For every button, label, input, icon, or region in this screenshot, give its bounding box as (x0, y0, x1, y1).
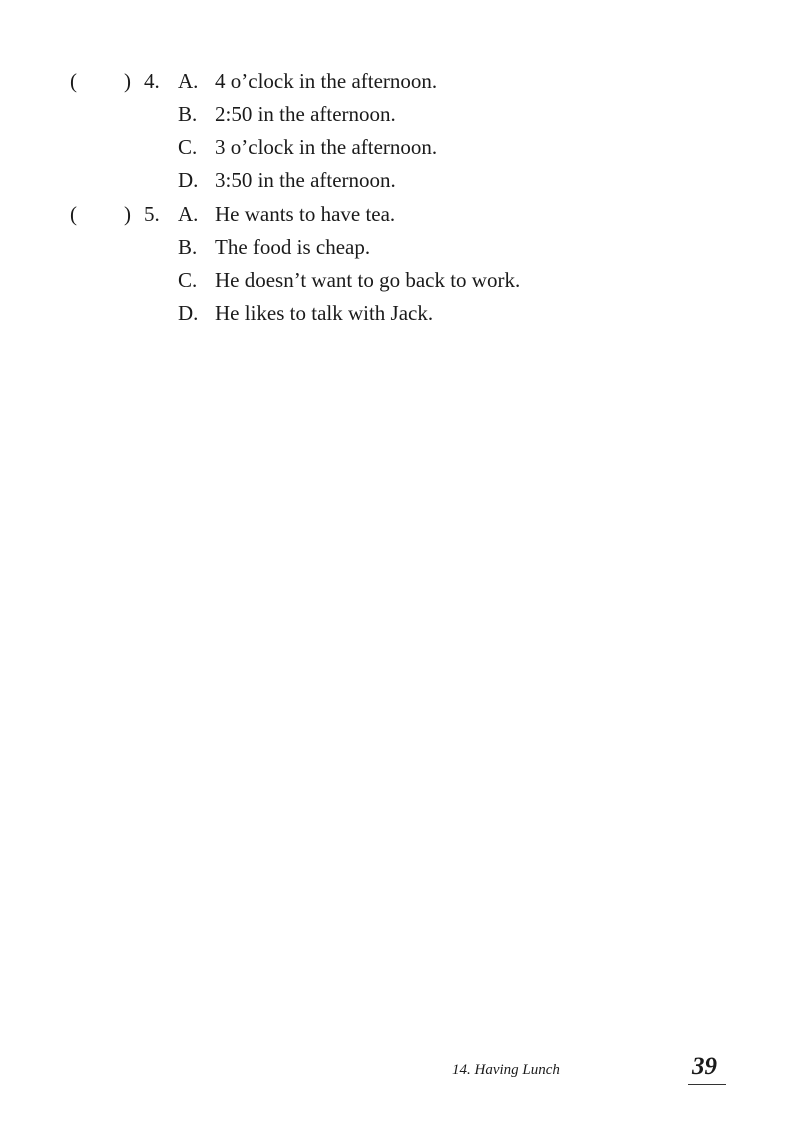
option-letter: A. (178, 69, 199, 93)
option-text: 3 o’clock in the afternoon. (215, 135, 438, 159)
question-number: 4. (144, 69, 160, 93)
question-5 (0, 198, 800, 330)
option-row (0, 65, 800, 98)
answer-paren-close: ) (124, 202, 131, 226)
option-text: He wants to have tea. (215, 202, 396, 226)
answer-paren-open: ( (70, 202, 77, 226)
answer-paren-open: ( (70, 69, 77, 93)
option-text: He doesn’t want to go back to work. (215, 268, 521, 292)
option-row (0, 131, 800, 164)
answer-paren-close: ) (124, 69, 131, 93)
option-text: The food is cheap. (215, 235, 371, 259)
option-text: He likes to talk with Jack. (215, 301, 434, 325)
option-row (0, 231, 800, 264)
option-text: 2:50 in the afternoon. (215, 102, 396, 126)
option-text: 4 o’clock in the afternoon. (215, 69, 438, 93)
option-row (0, 297, 800, 330)
option-letter: C. (178, 135, 198, 159)
option-letter: B. (178, 102, 198, 126)
question-number: 5. (144, 202, 160, 226)
footer-section-title: 14. Having Lunch (452, 1062, 560, 1078)
option-letter: A. (178, 202, 199, 226)
question-4 (0, 65, 800, 197)
option-row (0, 264, 800, 297)
page-number-rule (688, 1084, 726, 1085)
option-row (0, 98, 800, 131)
option-row (0, 164, 800, 197)
page-number: 39 (692, 1053, 717, 1080)
option-letter: B. (178, 235, 198, 259)
option-text: 3:50 in the afternoon. (215, 168, 396, 192)
option-letter: D. (178, 168, 199, 192)
option-row (0, 198, 800, 231)
option-letter: D. (178, 301, 199, 325)
option-letter: C. (178, 268, 198, 292)
